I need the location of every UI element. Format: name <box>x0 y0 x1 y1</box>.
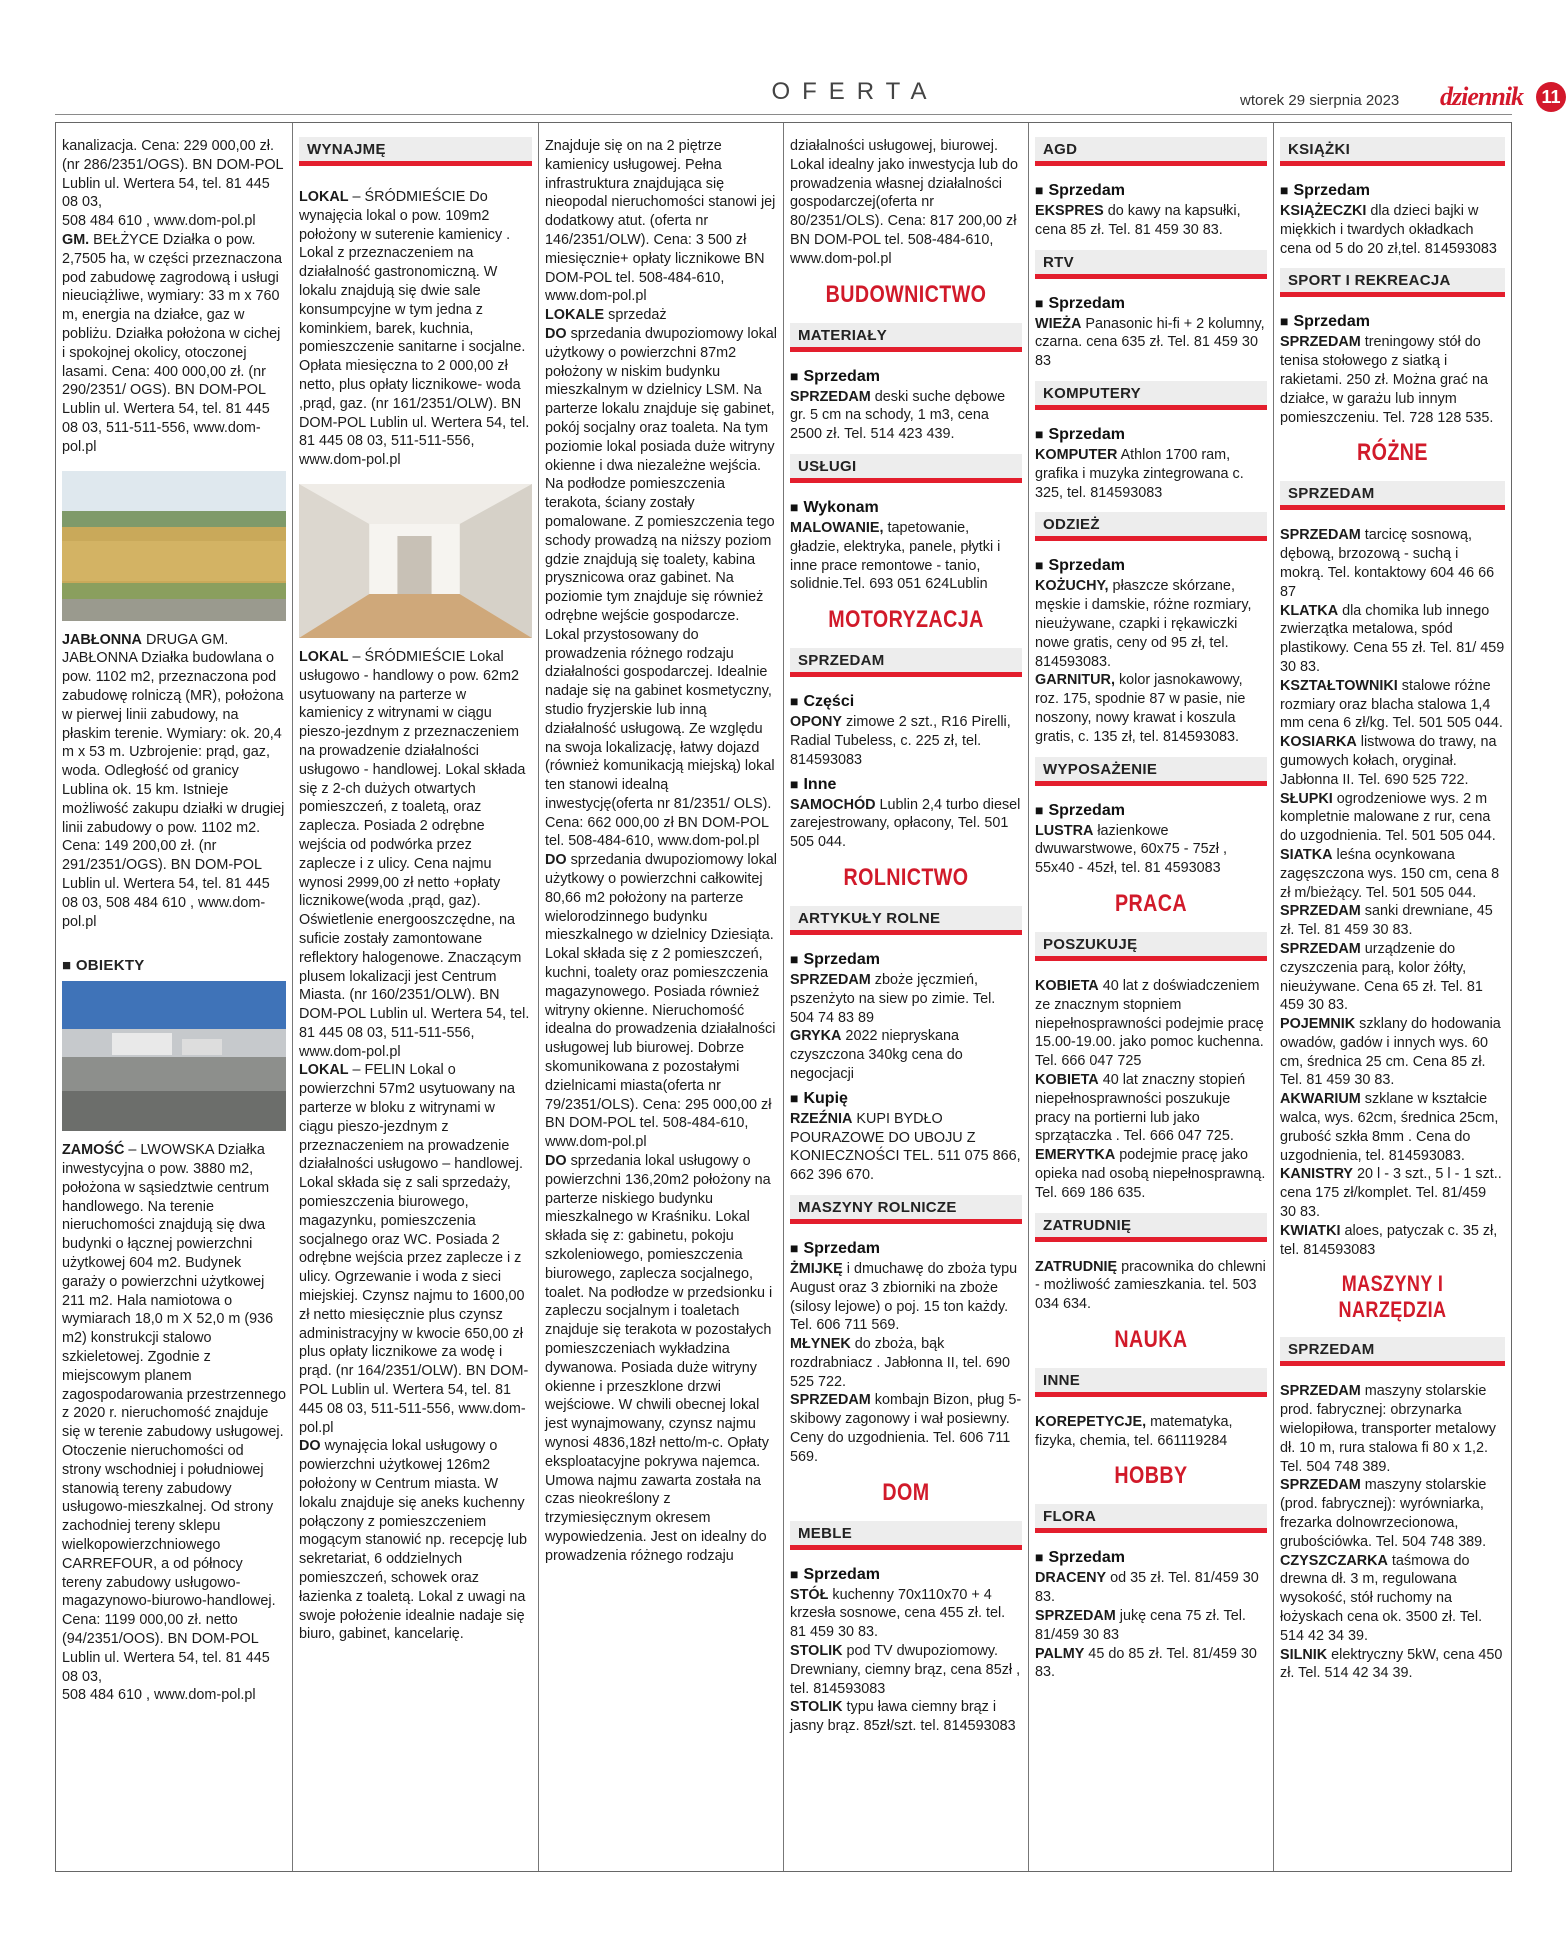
heading-nauka: NAUKA <box>1114 1325 1188 1353</box>
ad-listing: STOLIK pod TV dwupoziomowy. Drewniany, ciemny brąz, cena 85zł , tel. 814593083 <box>790 1643 1021 1697</box>
ad-listing: SPRZEDAM jukę cena 75 zł. Tel. 81/459 30 83 <box>1035 1608 1246 1643</box>
ad-listing: ŻMIJKĘ i dmuchawę do zboża typu August oraz 3 zbiorniki na zboże (silosy lejowe) o poj. 15 ton każdy. Tel. 606 711 569. <box>790 1260 1018 1334</box>
ad-listing: SPRZEDAM maszyny stolarskie (prod. fabrycznej): wyrówniarka, frezarka dolnowrzecionowa, grubościówka. Tel. 504 748 389. <box>1280 1477 1487 1550</box>
category-agd: AGD <box>1035 137 1267 166</box>
page-header <box>55 78 1561 118</box>
heading-motoryzacja: MOTORYZACJA <box>828 606 984 634</box>
heading-rozne: RÓŻNE <box>1357 439 1428 467</box>
ad-listing: GRYKA 2022 niepryskana czyszczona 340kg cena do negocjacji <box>790 1028 963 1082</box>
ad-listing: KOBIETA 40 lat znaczny stopień niepełnosprawności poszukuje pracy na portierni lub jako sprzątaczka . Tel. 666 047 725. <box>1035 1071 1246 1145</box>
ad-listing: KOBIETA 40 lat z doświadczeniem ze znacznym stopniem niepełnosprawności podejmie pracę 15.00-19.00. jako pomoc kuchenna. Tel. 666 047 725 <box>1035 977 1264 1070</box>
subcategory-sprzedam: ■ Sprzedam <box>1035 557 1267 575</box>
heading-budownictwo: BUDOWNICTWO <box>825 280 987 308</box>
subcategory-kupie: ■ Kupię <box>790 1090 1022 1108</box>
lot-photo <box>62 981 286 1131</box>
category-maszyny-rolnicze: MASZYNY ROLNICZE <box>790 1195 1022 1224</box>
ad-listing: ZAMOŚĆ – LWOWSKA Działka inwestycyjna o pow. 3880 m2, położona w sąsiedztwie centrum handlowego. Na terenie nieruchomości znajdują się dwa budynki o łącznej powierzchni użytkowej 604 m2. Budynek garaży o powierzchni użytkowej 211 m2. Hala namiotowa o wymiarach 18,0 m X 52,0 m (936 m2) konstrukcji stalowo szkieletowej. Zgodnie z miejscowym planem zagospodarowania przestrzennego z 2020 r. nieruchomość znajduje się w terenie zabudowy usługowej. Otoczenie nieruchomości od strony wschodniej i południowej stanowią tereny zabudowy usługowo-mieszkalnej. Od strony zachodniej tereny sklepu wielkopowierzchniowego CARREFOUR, a od północy tereny zabudowy usługowo-magazynowo-biurowo-handlowej. Cena: 1199 000,00 zł. netto (94/2351/OOS). BN DOM-POL Lublin ul. Wertera 54, tel. 81 445 08 03, 508 484 610 , www.dom-pol.pl <box>62 1142 287 1704</box>
ad-listing: STÓŁ kuchenny 70x110x70 + 4 krzesła sosnowe, cena 455 zł. tel. 81 459 30 83. <box>790 1586 1006 1641</box>
header-rule <box>55 114 1512 115</box>
ad-listing: RZEŹNIA KUPI BYDŁO POURAZOWE DO UBOJU Z KONIECZNOŚCI TEL. 511 075 866, 662 396 670. <box>790 1110 1021 1184</box>
heading-rolnictwo: ROLNICTWO <box>843 863 969 891</box>
ad-listing: ZATRUDNIĘ pracownika do chlewni - możliwość zamieszkania. tel. 503 034 634. <box>1035 1258 1266 1313</box>
subcategory-czesci: ■ Części <box>790 693 1022 711</box>
ad-listing: KSIĄŻECZKI dla dzieci bajki w miękkich i twardych okładkach cena od 5 do 20 zł,tel. 814593083 <box>1280 203 1497 257</box>
ad-listing: PALMY 45 do 85 zł. Tel. 81/459 30 83. <box>1035 1645 1257 1681</box>
ad-listing: SAMOCHÓD Lublin 2,4 turbo diesel zarejestrowany, opłacony, Tel. 501 505 044. <box>790 796 1021 851</box>
ad-listing: EKSPRES do kawy na kapsułki, cena 85 zł. Tel. 81 459 30 83. <box>1035 203 1241 238</box>
interior-photo <box>299 484 532 638</box>
ad-listing: SŁUPKI ogrodzeniowe wys. 2 m kompletnie malowane z rur, cena do uzgodnienia. Tel. 501 505 044. <box>1280 790 1496 845</box>
ad-listing: EMERYTKA podejmie pracę jako opieka nad osobą niepełnosprawną. Tel. 669 186 635. <box>1035 1147 1266 1201</box>
category-ksiazki: KSIĄŻKI <box>1280 137 1505 166</box>
category-sprzedam: SPRZEDAM <box>1280 1337 1505 1366</box>
ad-listing: DO sprzedania dwupoziomowy lokal użytkowy o powierzchni 87m2 położony w niskim budynku mieszkalnym w dzielnicy LSM. Na parterze lokalu znajduje się gabinet, pokój socjalny oraz toaleta. Na tym poziomie lokal posiada duże witryny okienne i dwa niezależne wejścia. Na podłodze pomieszczenia terakota, ściany zostały pomalowane. Z pomieszczenia tego schody prowadzą na niższy poziom gdzie znajdują się toalety, kabina prysznicowa oraz gabinet. Na poziomie tym znajduje się również odrębne wejście gospodarcze. Lokal przystosowany do prowadzenia różnego rodzaju działalności gospodarczej. Idealnie nadaje się na gabinet kosmetyczny, studio fryzjerskie lub inną działalność usługową. Ze względu na swoja lokalizację, łatwy dojazd (również komunikacją miejską) lokal ten stanowi idealną inwestycję(oferta nr 81/2351/ OLS). Cena: 662 000,00 zł BN DOM-POL tel. 508-484-610, www.dom-pol.pl <box>545 325 777 850</box>
ad-listing: POJEMNIK szklany do hodowania owadów, gadów i innych wys. 60 cm, średnica 25 cm. Cena 85 zł. Tel. 81 459 30 83. <box>1280 1016 1501 1089</box>
heading-hobby: HOBBY <box>1114 1462 1188 1490</box>
category-sprzedam: SPRZEDAM <box>790 648 1022 677</box>
ad-listing: OPONY zimowe 2 szt., R16 Pirelli, Radial Tubeless, c. 225 zł, tel. 814593083 <box>790 714 1011 768</box>
ad-listing: JABŁONNA DRUGA GM. JABŁONNA Działka budowlana o pow. 1102 m2, przeznaczona pod zabudowę rolniczą (MR), położona w pierwej linii zabudowy, na płaskim terenie. Wymiary: ok. 20,4 m x 53 m. Uzbrojenie: prąd, gaz, woda. Odległość od granicy Lublina ok. 15 km. Istnieje możliwość zakupu działki w drugiej linii zabudowy o pow. 1102 m2. Cena: 149 200,00 zł. (nr 291/2351/OGS). BN DOM-POL Lublin ul. Wertera 54, tel. 81 445 08 03, 508 484 610 , www.dom-pol.pl <box>62 631 285 930</box>
field-photo <box>62 471 286 621</box>
ad-listing: SPRZEDAM maszyny stolarskie prod. fabrycznej: obrzynarka wielopiłowa, transporter metalowy dł. 10 m, rura stalowa fi 80 x 1,2. Tel. 504 748 389. <box>1280 1383 1496 1475</box>
ad-listing: AKWARIUM szklane w kształcie walca, wys. 62cm, średnica 25cm, grubość szkła 8mm . Cena do uzgodnienia, tel. 814593083. <box>1280 1091 1499 1164</box>
ad-listing: GM. BEŁŻYCE Działka o pow. 2,7505 ha, w części przeznaczona pod zabudowę zagrodową i usługi nieuciążliwe, wymiary: 33 m x 760 m, energia na działce, gaz w pobliżu. Działka położona w cichej i spokojnej okolicy, otoczonej lasami. Cena: 400 000,00 zł. (nr 290/2351/ OGS). BN DOM-POL Lublin ul. Wertera 54, tel. 81 445 08 03, 511-511-556, www.dom-pol.pl <box>62 231 282 455</box>
category-odziez: ODZIEŻ <box>1035 512 1267 541</box>
category-komputery: KOMPUTERY <box>1035 381 1267 410</box>
ad-listing: WIEŻA Panasonic hi-fi + 2 kolumny, czarna. cena 635 zł. Tel. 81 459 30 83 <box>1035 315 1265 370</box>
column-1 <box>56 123 292 1871</box>
ad-listing: MŁYNEK do zboża, bąk rozdrabniacz . Jabłonna II, tel. 690 525 722. <box>790 1336 1010 1390</box>
subcategory-sprzedam: ■ Sprzedam <box>1035 295 1267 313</box>
subcategory-sprzedam: ■ Sprzedam <box>1280 182 1505 200</box>
ad-listing: SPRZEDAM tarcicę sosnową, dębową, brzozową - suchą i mokrą. Tel. kontaktowy 604 46 66 87 <box>1280 527 1495 600</box>
category-sport-rekreacja: SPORT I REKREACJA <box>1280 268 1505 297</box>
heading-dom: DOM <box>882 1478 930 1506</box>
subcategory-sprzedam: ■ Sprzedam <box>790 1240 1022 1258</box>
category-flora: FLORA <box>1035 1504 1267 1533</box>
ad-text: działalności usługowej, biurowej. Lokal idealny jako inwestycja lub do prowadzenia własnej działalności gospodarczej(oferta nr 80/2351/OLS). Cena: 817 200,00 zł BN DOM-POL tel. 508-484-610, www.dom-pol.pl <box>790 138 1018 267</box>
category-meble: MEBLE <box>790 1521 1022 1550</box>
subcategory-sprzedam: ■ Sprzedam <box>1035 802 1267 820</box>
ad-text: kanalizacja. Cena: 229 000,00 zł. (nr 286/2351/OGS). BN DOM-POL Lublin ul. Wertera 54, tel. 81 445 08 03, 508 484 610 , www.dom-pol.pl <box>62 138 283 230</box>
category-sprzedam: SPRZEDAM <box>1280 481 1505 510</box>
subcategory-sprzedam: ■ Sprzedam <box>1035 1549 1267 1567</box>
category-uslugi: USŁUGI <box>790 454 1022 483</box>
ad-listing: SPRZEDAM kombajn Bizon, pług 5-skibowy zagonowy i wał posiewny. Ceny do uzgodnienia. Tel. 606 711 569. <box>790 1392 1022 1465</box>
ad-listing: DO wynajęcia lokal usługowy o powierzchni użytkowej 126m2 położony w Centrum miasta. W lokalu znajduje się aneks kuchenny połączony z pomieszczeniem mogącym stanowić np. recepcję lub sekretariat, 6 oddzielnych pomieszczeń, schowek oraz łazienka z toaletą. Lokal z uwagi na swoje położenie idealnie nadaje się biuro, gabinet, kancelarię. <box>299 1438 527 1643</box>
ad-listing: KOSIARKA listwowa do trawy, na gumowych kołach, oryginał. Jabłonna II. Tel. 690 525 722. <box>1280 734 1497 788</box>
ad-listing: KOŻUCHY, płaszcze skórzane, męskie i damskie, różne rozmiary, nieużywane, czapki i rękawiczki nowe gratis, ceny od 95 zł, tel. 814593083. <box>1035 578 1252 670</box>
column-4 <box>783 123 1028 1871</box>
column-3 <box>538 123 783 1871</box>
ad-listing: DO sprzedania dwupoziomowy lokal użytkowy o powierzchni całkowitej 80,66 m2 położony na parterze wielorodzinnego budynku mieszkalnego w dzielnicy Dziesiąta. Lokal składa się z 2 pomieszczeń, kuchni, toalety oraz pomieszczenia magazynowego. Posiada również witryny okienne. Nieruchomość idealna do prowadzenia działalności usługowej lub biurowej. Dobrze skomunikowana z pozostałymi dzielnicami miasta(oferta nr 79/2351/OLS). Cena: 295 000,00 zł BN DOM-POL tel. 508-484-610, www.dom-pol.pl <box>545 852 777 1151</box>
subcategory-inne: ■ Inne <box>790 776 1022 794</box>
subcategory-sprzedam: ■ Sprzedam <box>1280 313 1505 331</box>
section-title: OFERTA <box>740 78 970 106</box>
ad-listing: LOKAL – ŚRÓDMIEŚCIE Lokal usługowo - handlowy o pow. 62m2 usytuowany na parterze w kamienicy z witrynami w ciągu pieszo-jezdnym z przeznaczeniem na prowadzenie działalności usługowo - handlowej. Lokal składa się z 2-ch dużych otwartych pomieszczeń, z toaletą, oraz zaplecza. Posiada 2 odrębne wejścia od podwórka przez zaplecze i z ulicy. Cena najmu wynosi 2999,00 zł netto +opłaty licznikowe(woda ,prąd, gaz). Oświetlenie energooszczędne, na suficie zostały zamontowane reflektory halogenowe. Znaczącym plusem lokalizacji jest Centrum Miasta. (nr 160/2351/OLW). BN DOM-POL Lublin ul. Wertera 54, tel. 81 445 08 03, 511-511-556, www.dom-pol.pl <box>299 648 530 1060</box>
ad-listing: KSZTAŁTOWNIKI stalowe różne rozmiary oraz blacha stalowa 1,4 mm cena 6 zł/kg. Tel. 501 505 044. <box>1280 677 1503 732</box>
ad-listing: STOLIK typu ława ciemny brąz i jasny brąz. 85zł/szt. tel. 814593083 <box>790 1699 1016 1735</box>
ad-listing: SPRZEDAM sanki drewniane, 45 zł. Tel. 81 459 30 83. <box>1280 903 1493 939</box>
category-rtv: RTV <box>1035 250 1267 279</box>
newspaper-logo: dziennik <box>1440 82 1524 111</box>
ad-listing: SPRZEDAM deski suche dębowe gr. 5 cm na schody, 1 m3, cena 2500 zł. Tel. 514 423 439. <box>790 388 1006 443</box>
heading-praca: PRACA <box>1114 889 1188 917</box>
subcategory-sprzedam: ■ Sprzedam <box>1035 426 1267 444</box>
heading-maszyny-narzedzia: MASZYNY I NARZĘDZIA <box>1338 1271 1447 1323</box>
page-number: 11 <box>1536 82 1566 112</box>
category-wynajme: WYNAJMĘ <box>299 137 532 166</box>
category-obiekty: ■ OBIEKTY <box>62 957 145 975</box>
ad-listing: SPRZEDAM urządzenie do czyszczenia parą, kolor żółty, nieużywane. Cena 65 zł. Tel. 81 459 30 83. <box>1280 940 1483 1014</box>
category-poszukuje: POSZUKUJĘ <box>1035 932 1267 961</box>
column-6 <box>1273 123 1511 1871</box>
ad-listing: CZYSZCZARKA taśmowa do drewna dł. 3 m, regulowana wysokość, stół ruchomy na łożyskach cena ok. 3500 zł. Tel. 514 42 34 39. <box>1280 1552 1483 1644</box>
subcategory-sprzedam: ■ Sprzedam <box>790 368 1022 386</box>
category-artykuly-rolne: ARTYKUŁY ROLNE <box>790 906 1022 935</box>
ad-listing: KOMPUTER Athlon 1700 ram, grafika i muzyka zintegrowana c. 325, tel. 814593083 <box>1035 446 1244 501</box>
ad-listing: SPRZEDAM zboże jęczmień, pszenżyto na siew po zimie. Tel. 504 74 83 89 <box>790 971 996 1026</box>
ad-listing: SPRZEDAM treningowy stół do tenisa stołowego z siatką i rakietami. 250 zł. Można grać na działce, w garażu lub innym pomieszczeniu. Tel. 728 128 535. <box>1280 334 1494 426</box>
category-materialy: MATERIAŁY <box>790 323 1022 352</box>
ad-text: Znajduje się on na 2 piętrze kamienicy usługowej. Pełna infrastruktura znajdująca się nieopodal nieruchomości stanowi jej dodatkowy atut. (oferta nr 146/2351/OLW). Cena: 3 500 zł miesięcznie+ opłaty licznikowe BN DOM-POL tel. 508-484-610, www.dom-pol.pl <box>545 138 776 305</box>
subcategory-sprzedam: ■ Sprzedam <box>1035 182 1267 200</box>
category-wyposazenie: WYPOSAŻENIE <box>1035 757 1267 786</box>
ad-listing: MALOWANIE, tapetowanie, gładzie, elektryka, panele, płytki i inne prace remontowe - tanio, solidnie.Tel. 693 051 624Lublin <box>790 519 1001 593</box>
ad-heading: LOKALE sprzedaż <box>545 307 667 324</box>
ad-listing: SILNIK elektryczny 5kW, cena 450 zł. Tel. 514 42 34 39. <box>1280 1646 1503 1682</box>
ad-listing: KANISTRY 20 l - 3 szt., 5 l - 1 szt.. cena 175 zł/komplet. Tel. 81/459 30 83. <box>1280 1166 1502 1221</box>
ad-listing: LOKAL – ŚRÓDMIEŚCIE Do wynajęcia lokal o pow. 109m2 położony w suterenie kamienicy . Lokal z przeznaczeniem na działalność gastronomiczną. W lokalu znajdują się dwie sale konsumpcyjne w tym jedna z kominkiem, barek, kuchnia, pomieszczenie sanitarne i socjalne. Opłata miesięczna to 2 000,00 zł netto, plus opłaty licznikowe- woda ,prąd, gaz. (nr 161/2351/OLW). BN DOM-POL Lublin ul. Wertera 54, tel. 81 445 08 03, 511-511-556, www.dom-pol.pl <box>299 189 530 469</box>
subcategory-sprzedam: ■ Sprzedam <box>790 951 1022 969</box>
ad-listing: KWIATKI aloes, patyczak c. 35 zł, tel. 814593083 <box>1280 1222 1498 1258</box>
subcategory-sprzedam: ■ Sprzedam <box>790 1566 1022 1584</box>
ad-listing: LUSTRA łazienkowe dwuwarstwowe, 60x75 - 75zł , 55x40 - 45zł, tel. 81 4593083 <box>1035 822 1227 877</box>
category-inne: INNE <box>1035 1368 1267 1397</box>
subcategory-wykonam: ■ Wykonam <box>790 499 1022 517</box>
ad-listing: LOKAL – FELIN Lokal o powierzchni 57m2 usytuowany na parterze w bloku z witrynami w ciągu pieszo-jezdnym z przeznaczeniem na prowadzenie działalności usługowo – handlowej. Lokal składa się z sali sprzedaży, pomieszczenia biurowego, magazynku, pomieszczenia socjalnego oraz WC. Posiada 2 odrębne wejścia przez zaplecze i z ulicy. Ogrzewanie i woda z sieci miejskiej. Czynsz najmu to 1600,00 zł netto miesięcznie plus czynsz administracyjny w kwocie 650,00 zł plus opłaty licznikowe za wodę i prąd. (nr 164/2351/OLW). BN DOM-POL Lublin ul. Wertera 54, tel. 81 445 08 03, 511-511-556, www.dom-pol.pl <box>299 1062 529 1436</box>
ad-listing: DO sprzedania lokal usługowy o powierzchni 136,20m2 położony na parterze niskiego budynku mieszkalnego w Kraśniku. Lokal składa się z: gabinetu, pokoju szkoleniowego, pomieszczenia biurowego, zaplecza socjalnego, toalet. Na podłodze w przedsionku i zapleczu socjalnym i toaletach znajduje się terakota w pozostałych pomieszczeniach wykładzina dywanowa. Posiada duże witryny okienne i przeszklone drzwi wejściowe. W chwili obecnej lokal jest wynajmowany, czynsz najmu wynosi 4836,18zł netto/m-c. Opłaty eksploatacyjne pokrywa najemca. Umowa najmu zawarta została na czas nieokreślony z trzymiesięcznym okresem wypowiedzenia. Jest on idealny do prowadzenia różnego rodzaju <box>545 1153 773 1564</box>
column-2 <box>292 123 538 1871</box>
ad-listing: DRACENY od 35 zł. Tel. 81/459 30 83. <box>1035 1570 1259 1606</box>
ad-listing: SIATKA leśna ocynkowana zagęszczona wys. 150 cm, cena 8 zł m/bieżący. Tel. 501 505 044. <box>1280 846 1500 901</box>
ad-listing: KLATKA dla chomika lub innego zwierzątka metalowa, spód plastikowy. Cena 55 zł. Tel. 81/ 459 30 83. <box>1280 602 1505 675</box>
category-zatrudnie: ZATRUDNIĘ <box>1035 1213 1267 1242</box>
column-5 <box>1028 123 1273 1871</box>
issue-date: wtorek 29 sierpnia 2023 <box>1240 92 1400 109</box>
classifieds-grid <box>55 122 1512 1872</box>
ad-listing: GARNITUR, kolor jasnokawowy, roz. 175, spodnie 87 w pasie, nie noszony, nowy krawat i koszula gratis, c. 135 zł, tel. 814593083. <box>1035 672 1246 745</box>
ad-listing: KOREPETYCJE, matematyka, fizyka, chemia, tel. 661119284 <box>1035 1413 1233 1449</box>
